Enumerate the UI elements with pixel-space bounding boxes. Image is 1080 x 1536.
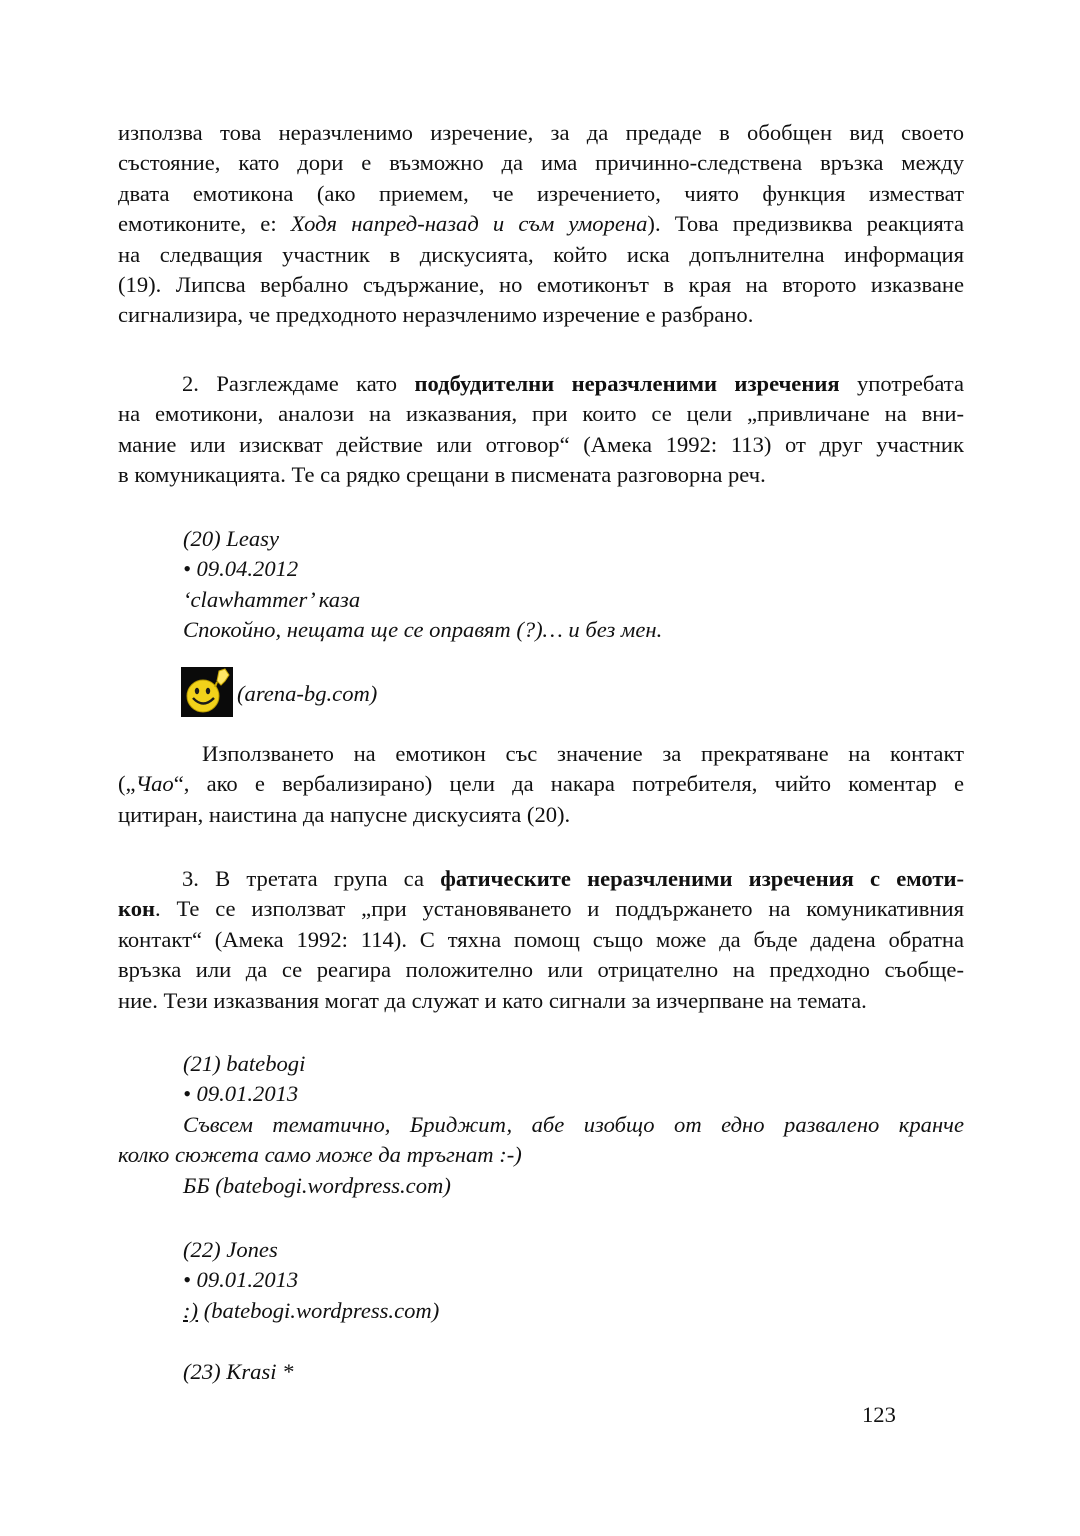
text-line: сигнализира, че предходното неразчленимо изречение е разбрано. — [118, 302, 754, 328]
bold-term: подбудителни неразчленими изречения — [414, 371, 840, 396]
text-line: връзка или да се реагира положително или отрицателно на предходно съобще- — [118, 957, 964, 983]
paragraph-imperative — [118, 369, 964, 491]
example-text: Съвсем тематично, Бриджит, абе изобщо от едно развалено кранче — [183, 1111, 964, 1137]
text-line: двата емотикона (ако приемем, че изречението, чиято функция изместват — [118, 180, 964, 206]
page-number: 123 — [862, 1402, 896, 1427]
text-line: използва това неразчленимо изречение, за да предаде в обобщен вид своето — [118, 120, 964, 145]
example-date: • 09.01.2013 — [183, 1081, 299, 1107]
text-line — [118, 369, 964, 399]
waving-smiley-icon — [181, 667, 233, 717]
bold-term: кон — [118, 896, 156, 922]
text-line: в комуникацията. Те са рядко срещани в писмената разговорна реч. — [118, 462, 766, 488]
example-author: (23) Krasi * — [183, 1359, 294, 1384]
example-date: • 09.01.2013 — [183, 1267, 299, 1293]
text-span: ). Това предизвиква реакцията — [647, 211, 964, 237]
text-line — [118, 894, 964, 924]
text-span: („ — [118, 771, 136, 797]
text-span: 2. Разглеждаме като — [182, 371, 415, 396]
example-text — [183, 1296, 964, 1326]
text-line: цитиран, наистина да напусне дискусията (20). — [118, 801, 571, 827]
text-span: емотиконите, е: — [118, 211, 291, 237]
paragraph-emoticon-contact — [118, 739, 964, 830]
italic-phrase: Ходя напред-назад и съм уморена — [290, 211, 648, 237]
text-line: на следващия участник в дискусията, който иска допълнителна информация — [118, 241, 964, 267]
example-source: ББ (batebogi.wordpress.com) — [183, 1172, 451, 1198]
example-date: • 09.04.2012 — [183, 556, 299, 582]
example-21 — [118, 1049, 964, 1201]
example-text: Спокойно, нещата ще се оправят (?)… и без мен. — [183, 617, 663, 643]
text-line: на емотикони, аналози на изказвания, при които се цели „привличане на вни- — [118, 401, 964, 427]
text-line: Използването на емотикон със значение за прекратяване на контакт — [202, 741, 964, 766]
text-line — [118, 864, 964, 894]
text-span: . Те се използват „при установяването и поддържането на комуникативния — [155, 896, 964, 922]
example-text: колко сюжета само може да тръгнат :-) — [118, 1142, 522, 1168]
paragraph-continuation — [118, 118, 964, 331]
paragraph-phatic — [118, 864, 964, 1016]
example-22 — [183, 1235, 964, 1326]
text-span: 3. В третата група са — [182, 866, 441, 891]
example-author: (20) Leasy — [183, 526, 280, 551]
example-23 — [183, 1357, 964, 1387]
text-line — [118, 769, 964, 799]
text-line: ние. Тези изказвания могат да служат и като сигнали за изчерпване на темата. — [118, 987, 867, 1013]
text-span: употребата — [839, 371, 964, 396]
example-source: (batebogi.wordpress.com) — [198, 1297, 440, 1323]
text-line: състояние, като дори е възможно да има причинно-следствена връзка между — [118, 150, 964, 176]
text-line — [118, 209, 964, 239]
example-source: (arena-bg.com) — [237, 681, 378, 706]
text-line: контакт“ (Амека 1992: 114). С тяхна помощ също може да бъде дадена обратна — [118, 926, 964, 952]
bold-term: фатическите неразчленими изречения с емоти- — [440, 866, 964, 891]
example-quote-author: ‘clawhammer’ каза — [183, 586, 361, 612]
italic-word: Чао — [135, 771, 174, 797]
underlined-emoticon: :) — [183, 1297, 199, 1323]
text-span: “, ако е вербализирано) цели да накара потребителя, чийто коментар е — [173, 771, 964, 797]
text-line: мание или изискват действие или отговор“ (Амека 1992: 113) от друг участник — [118, 431, 964, 457]
example-author: (22) Jones — [183, 1237, 278, 1262]
example-author: (21) batebogi — [183, 1051, 306, 1076]
example-20 — [183, 524, 964, 646]
text-line: (19). Липсва вербално съдържание, но емотиконът в края на второто изказване — [118, 272, 964, 298]
